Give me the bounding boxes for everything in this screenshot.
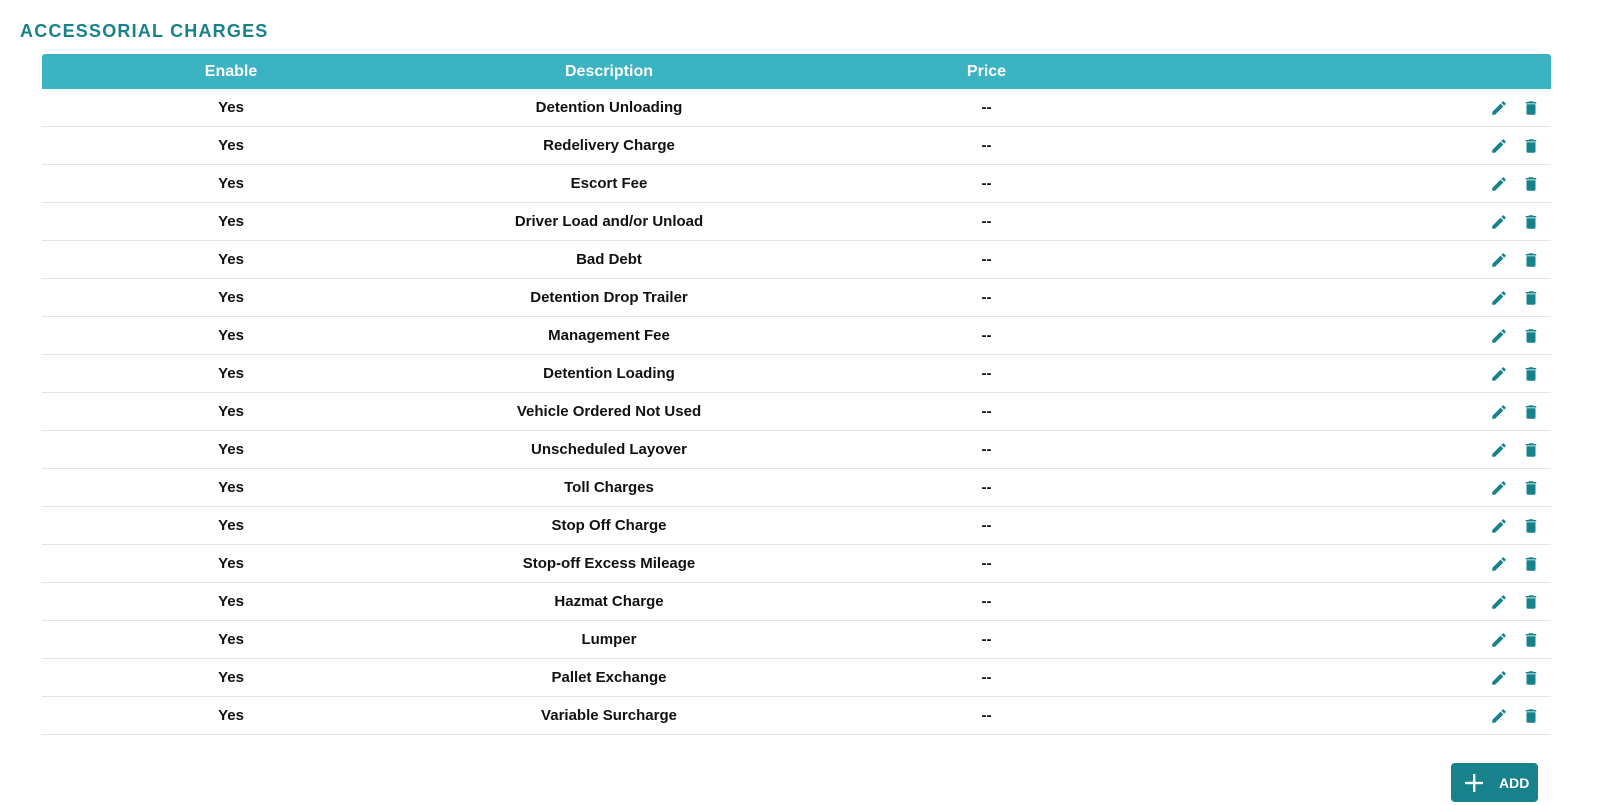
- add-button-label: ADD: [1499, 774, 1530, 791]
- cell-description: Management Fee: [548, 327, 670, 344]
- pencil-icon[interactable]: [1489, 136, 1509, 156]
- cell-price: --: [981, 669, 992, 686]
- trash-icon[interactable]: [1521, 288, 1541, 308]
- trash-icon[interactable]: [1521, 174, 1541, 194]
- pencil-icon[interactable]: [1489, 212, 1509, 232]
- table-row: [42, 355, 1551, 393]
- cell-enable: Yes: [218, 327, 244, 344]
- table-row: [42, 659, 1551, 697]
- trash-icon[interactable]: [1521, 136, 1541, 156]
- cell-description: Stop-off Excess Mileage: [522, 555, 696, 572]
- table-row: [42, 203, 1551, 241]
- cell-enable: Yes: [218, 175, 244, 192]
- cell-description: Toll Charges: [564, 479, 654, 496]
- cell-enable: Yes: [218, 403, 244, 420]
- cell-actions: [1175, 355, 1551, 392]
- trash-icon[interactable]: [1521, 478, 1541, 498]
- cell-enable: Yes: [218, 251, 244, 268]
- table-row: [42, 621, 1551, 659]
- cell-description: Driver Load and/or Unload: [514, 213, 704, 230]
- cell-actions: [1175, 621, 1551, 658]
- trash-icon[interactable]: [1521, 592, 1541, 612]
- cell-actions: [1175, 431, 1551, 468]
- cell-actions: [1175, 545, 1551, 582]
- cell-description: Redelivery Charge: [543, 137, 675, 154]
- cell-enable: Yes: [218, 669, 244, 686]
- cell-description: Stop Off Charge: [551, 517, 667, 534]
- cell-actions: [1175, 659, 1551, 696]
- cell-description: Variable Surcharge: [541, 707, 677, 724]
- trash-icon[interactable]: [1521, 212, 1541, 232]
- cell-actions: [1175, 203, 1551, 240]
- cell-price: --: [981, 365, 992, 382]
- pencil-icon[interactable]: [1489, 288, 1509, 308]
- pencil-icon[interactable]: [1489, 326, 1509, 346]
- table-body: [42, 89, 1551, 735]
- table-row: [42, 279, 1551, 317]
- column-header-actions: [1175, 54, 1551, 89]
- cell-price: --: [981, 403, 992, 420]
- cell-actions: [1175, 317, 1551, 354]
- table-row: [42, 241, 1551, 279]
- trash-icon[interactable]: [1521, 706, 1541, 726]
- trash-icon[interactable]: [1521, 326, 1541, 346]
- cell-description: Detention Loading: [543, 365, 675, 382]
- pencil-icon[interactable]: [1489, 554, 1509, 574]
- trash-icon[interactable]: [1521, 554, 1541, 574]
- pencil-icon[interactable]: [1489, 592, 1509, 612]
- pencil-icon[interactable]: [1489, 706, 1509, 726]
- table-header: [42, 54, 1551, 89]
- pencil-icon[interactable]: [1489, 98, 1509, 118]
- table-row: [42, 469, 1551, 507]
- table-row: [42, 431, 1551, 469]
- pencil-icon[interactable]: [1489, 478, 1509, 498]
- cell-price: --: [981, 479, 992, 496]
- trash-icon[interactable]: [1521, 250, 1541, 270]
- table-row: [42, 165, 1551, 203]
- cell-enable: Yes: [218, 137, 244, 154]
- cell-description: Detention Drop Trailer: [530, 289, 688, 306]
- cell-price: --: [981, 631, 992, 648]
- pencil-icon[interactable]: [1489, 440, 1509, 460]
- cell-price: --: [981, 175, 992, 192]
- cell-actions: [1175, 279, 1551, 316]
- accessorial-charges-table: [42, 54, 1551, 735]
- trash-icon[interactable]: [1521, 440, 1541, 460]
- cell-description: Escort Fee: [570, 175, 648, 192]
- cell-description: Bad Debt: [576, 251, 642, 268]
- cell-price: --: [981, 289, 992, 306]
- table-row: [42, 89, 1551, 127]
- cell-actions: [1175, 469, 1551, 506]
- cell-description: Vehicle Ordered Not Used: [516, 403, 702, 420]
- trash-icon[interactable]: [1521, 516, 1541, 536]
- cell-price: --: [981, 555, 992, 572]
- pencil-icon[interactable]: [1489, 630, 1509, 650]
- table-row: [42, 127, 1551, 165]
- cell-price: --: [981, 251, 992, 268]
- table-row: [42, 317, 1551, 355]
- pencil-icon[interactable]: [1489, 402, 1509, 422]
- cell-price: --: [981, 441, 992, 458]
- pencil-icon[interactable]: [1489, 174, 1509, 194]
- cell-enable: Yes: [218, 593, 244, 610]
- cell-price: --: [981, 327, 992, 344]
- cell-description: Lumper: [581, 631, 637, 648]
- cell-actions: [1175, 583, 1551, 620]
- cell-price: --: [981, 593, 992, 610]
- section-title: ACCESSORIAL CHARGES: [20, 21, 269, 41]
- column-header-enable[interactable]: Enable: [204, 62, 258, 80]
- cell-price: --: [981, 517, 992, 534]
- cell-enable: Yes: [218, 555, 244, 572]
- pencil-icon[interactable]: [1489, 516, 1509, 536]
- cell-actions: [1175, 241, 1551, 278]
- pencil-icon[interactable]: [1489, 250, 1509, 270]
- cell-price: --: [981, 137, 992, 154]
- cell-price: --: [981, 213, 992, 230]
- pencil-icon[interactable]: [1489, 668, 1509, 688]
- cell-enable: Yes: [218, 707, 244, 724]
- cell-actions: [1175, 127, 1551, 164]
- trash-icon[interactable]: [1521, 630, 1541, 650]
- cell-enable: Yes: [218, 365, 244, 382]
- cell-actions: [1175, 89, 1551, 126]
- cell-description: Hazmat Charge: [554, 593, 664, 610]
- trash-icon[interactable]: [1521, 98, 1541, 118]
- cell-actions: [1175, 697, 1551, 734]
- table-row: [42, 583, 1551, 621]
- table-row: [42, 393, 1551, 431]
- trash-icon[interactable]: [1521, 668, 1541, 688]
- cell-actions: [1175, 393, 1551, 430]
- add-button[interactable]: [1451, 763, 1538, 802]
- cell-price: --: [981, 99, 992, 116]
- cell-actions: [1175, 507, 1551, 544]
- cell-description: Pallet Exchange: [551, 669, 667, 686]
- plus-icon: [1463, 772, 1485, 794]
- cell-actions: [1175, 165, 1551, 202]
- table-row: [42, 507, 1551, 545]
- cell-enable: Yes: [218, 517, 244, 534]
- cell-enable: Yes: [218, 99, 244, 116]
- trash-icon[interactable]: [1521, 402, 1541, 422]
- column-header-price[interactable]: Price: [966, 62, 1007, 80]
- trash-icon[interactable]: [1521, 364, 1541, 384]
- cell-description: Unscheduled Layover: [531, 441, 687, 458]
- cell-enable: Yes: [218, 631, 244, 648]
- column-header-description[interactable]: Description: [564, 62, 653, 80]
- table-row: [42, 545, 1551, 583]
- cell-enable: Yes: [218, 441, 244, 458]
- cell-enable: Yes: [218, 213, 244, 230]
- pencil-icon[interactable]: [1489, 364, 1509, 384]
- cell-price: --: [981, 707, 992, 724]
- cell-enable: Yes: [218, 479, 244, 496]
- cell-enable: Yes: [218, 289, 244, 306]
- cell-description: Detention Unloading: [535, 99, 683, 116]
- table-row: [42, 697, 1551, 735]
